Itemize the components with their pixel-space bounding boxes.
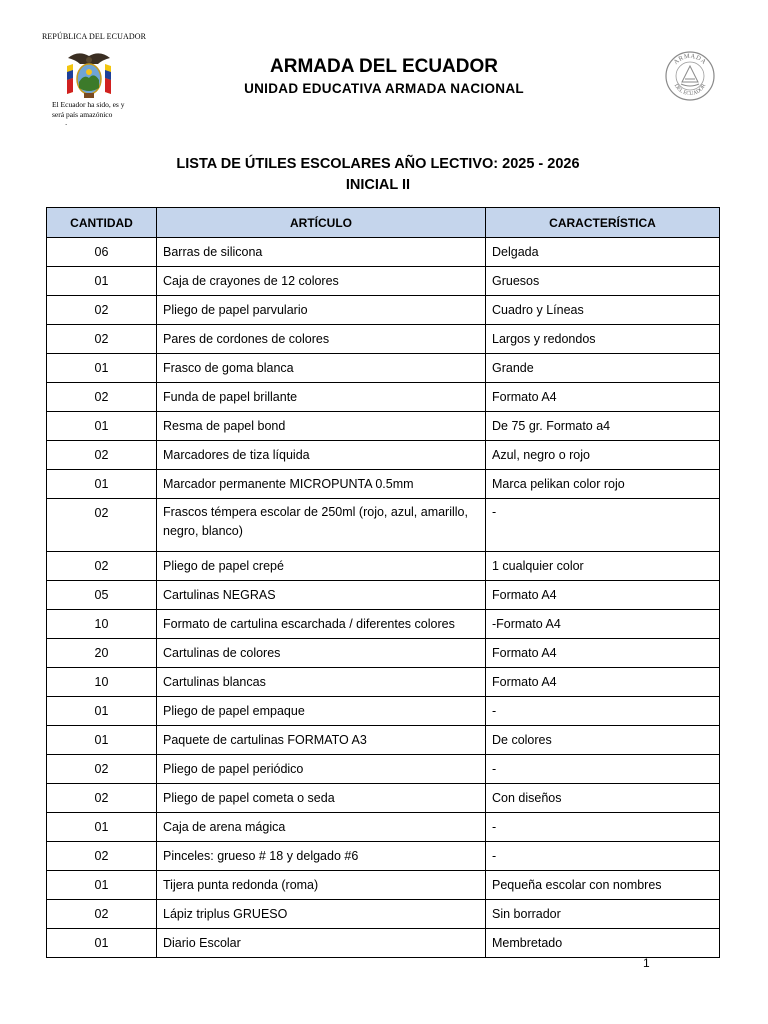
- table-row: [47, 581, 720, 610]
- feature-cell: Azul, negro o rojo: [486, 441, 720, 470]
- article-cell: Funda de papel brillante: [157, 383, 486, 412]
- feature-cell: -: [486, 755, 720, 784]
- table-row: [47, 726, 720, 755]
- article-cell: Pares de cordones de colores: [157, 325, 486, 354]
- table-header-row: [47, 208, 720, 238]
- table-row: [47, 871, 720, 900]
- feature-cell: Cuadro y Líneas: [486, 296, 720, 325]
- article-cell: Lápiz triplus GRUESO: [157, 900, 486, 929]
- feature-cell: Formato A4: [486, 639, 720, 668]
- feature-cell: Formato A4: [486, 383, 720, 412]
- article-cell: Pliego de papel periódico: [157, 755, 486, 784]
- table-row: [47, 383, 720, 412]
- table-row: [47, 784, 720, 813]
- article-cell: Marcadores de tiza líquida: [157, 441, 486, 470]
- article-cell: Cartulinas de colores: [157, 639, 486, 668]
- table-row: [47, 499, 720, 552]
- table-row: [47, 267, 720, 296]
- list-title: LISTA DE ÚTILES ESCOLARES AÑO LECTIVO: 2025 - 2026: [176, 156, 580, 172]
- quantity-cell: 02: [47, 900, 157, 929]
- article-cell: Paquete de cartulinas FORMATO A3: [157, 726, 486, 755]
- article-cell: Cartulinas blancas: [157, 668, 486, 697]
- table-row: [47, 900, 720, 929]
- table-row: [47, 755, 720, 784]
- table-row: [47, 441, 720, 470]
- feature-cell: Pequeña escolar con nombres: [486, 871, 720, 900]
- table-row: [47, 354, 720, 383]
- table-row: [47, 552, 720, 581]
- republic-label: REPÚBLICA DEL ECUADOR: [42, 32, 147, 41]
- quantity-cell: 01: [47, 470, 157, 499]
- feature-cell: Formato A4: [486, 581, 720, 610]
- article-cell: Diario Escolar: [157, 929, 486, 958]
- feature-cell: Delgada: [486, 238, 720, 267]
- table-row: [47, 668, 720, 697]
- article-cell: Cartulinas NEGRAS: [157, 581, 486, 610]
- article-cell: Pliego de papel empaque: [157, 697, 486, 726]
- article-cell: Pliego de papel cometa o seda: [157, 784, 486, 813]
- header-article: ARTÍCULO: [157, 208, 486, 238]
- feature-cell: Gruesos: [486, 267, 720, 296]
- feature-cell: Sin borrador: [486, 900, 720, 929]
- feature-cell: -Formato A4: [486, 610, 720, 639]
- table-row: [47, 610, 720, 639]
- header-quantity: CANTIDAD: [47, 208, 157, 238]
- table-row: [47, 639, 720, 668]
- table-row: [47, 813, 720, 842]
- article-cell: Frasco de goma blanca: [157, 354, 486, 383]
- feature-cell: -: [486, 499, 720, 552]
- article-cell: Frascos témpera escolar de 250ml (rojo, azul, amarillo, negro, blanco): [157, 499, 486, 552]
- article-cell: Resma de papel bond: [157, 412, 486, 441]
- quantity-cell: 02: [47, 784, 157, 813]
- institution-title: ARMADA DEL ECUADOR: [270, 56, 498, 77]
- quantity-cell: 10: [47, 668, 157, 697]
- quantity-cell: 01: [47, 871, 157, 900]
- article-cell: Caja de crayones de 12 colores: [157, 267, 486, 296]
- feature-cell: -: [486, 842, 720, 871]
- header-feature: CARACTERÍSTICA: [486, 208, 720, 238]
- table-row: [47, 238, 720, 267]
- quantity-cell: 01: [47, 697, 157, 726]
- feature-cell: Membretado: [486, 929, 720, 958]
- quantity-cell: 01: [47, 726, 157, 755]
- quantity-cell: 02: [47, 296, 157, 325]
- quantity-cell: 20: [47, 639, 157, 668]
- institution-subtitle: UNIDAD EDUCATIVA ARMADA NACIONAL: [244, 81, 524, 96]
- table-row: [47, 325, 720, 354]
- motto-dot: .: [65, 118, 68, 127]
- article-cell: Pliego de papel parvulario: [157, 296, 486, 325]
- grade-level: INICIAL II: [345, 177, 411, 193]
- navy-seal-icon: [664, 50, 716, 102]
- quantity-cell: 01: [47, 354, 157, 383]
- feature-cell: 1 cualquier color: [486, 552, 720, 581]
- quantity-cell: 02: [47, 383, 157, 412]
- quantity-cell: 06: [47, 238, 157, 267]
- seal-top-text: ARMADA: [672, 52, 708, 67]
- quantity-cell: 02: [47, 755, 157, 784]
- quantity-cell: 02: [47, 441, 157, 470]
- page-number: 1: [643, 956, 650, 970]
- quantity-cell: 02: [47, 499, 157, 552]
- feature-cell: De 75 gr. Formato a4: [486, 412, 720, 441]
- quantity-cell: 01: [47, 412, 157, 441]
- article-cell: Barras de silicona: [157, 238, 486, 267]
- quantity-cell: 01: [47, 929, 157, 958]
- article-cell: Pliego de papel crepé: [157, 552, 486, 581]
- table-row: [47, 842, 720, 871]
- quantity-cell: 01: [47, 813, 157, 842]
- quantity-cell: 01: [47, 267, 157, 296]
- feature-cell: Formato A4: [486, 668, 720, 697]
- table-row: [47, 412, 720, 441]
- article-cell: Marcador permanente MICROPUNTA 0.5mm: [157, 470, 486, 499]
- table-row: [47, 929, 720, 958]
- supplies-table: [46, 207, 720, 958]
- quantity-cell: 02: [47, 552, 157, 581]
- quantity-cell: 02: [47, 325, 157, 354]
- table-row: [47, 470, 720, 499]
- quantity-cell: 02: [47, 842, 157, 871]
- feature-cell: Con diseños: [486, 784, 720, 813]
- feature-cell: -: [486, 813, 720, 842]
- article-cell: Caja de arena mágica: [157, 813, 486, 842]
- article-cell: Pinceles: grueso # 18 y delgado #6: [157, 842, 486, 871]
- article-cell: Formato de cartulina escarchada / diferentes colores: [157, 610, 486, 639]
- article-cell: Tijera punta redonda (roma): [157, 871, 486, 900]
- motto-text: El Ecuador ha sido, es y será país amazónico: [52, 100, 125, 119]
- quantity-cell: 10: [47, 610, 157, 639]
- feature-cell: Grande: [486, 354, 720, 383]
- table-row: [47, 697, 720, 726]
- feature-cell: Largos y redondos: [486, 325, 720, 354]
- feature-cell: De colores: [486, 726, 720, 755]
- table-row: [47, 296, 720, 325]
- seal-bottom-text: DEL ECUADOR: [672, 83, 708, 98]
- quantity-cell: 05: [47, 581, 157, 610]
- feature-cell: Marca pelikan color rojo: [486, 470, 720, 499]
- feature-cell: -: [486, 697, 720, 726]
